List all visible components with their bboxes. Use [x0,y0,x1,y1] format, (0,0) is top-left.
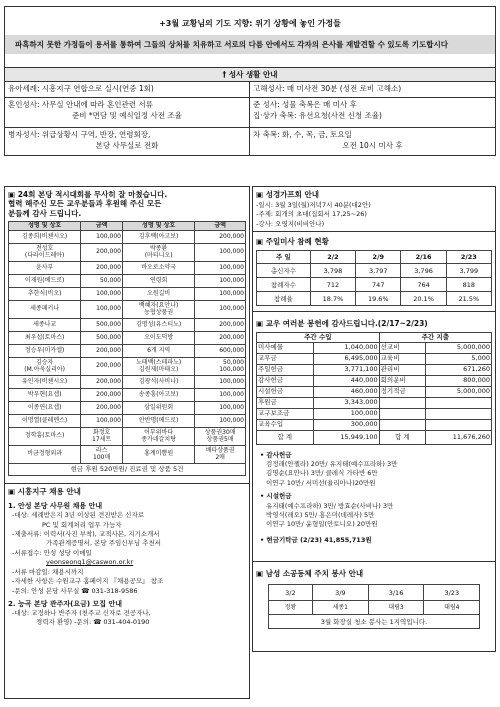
recruit-line: -대상: 교정하나 반주자 (천주교 신자로 전공자나, [12,608,151,617]
marriage-line-2: 준비 *면담 및 예식일정 사전 조율 [72,110,182,120]
infant-baptism: 유아세례: 시흥지구 연합으로 실시(연중 1회) [4,82,250,98]
finance-amount [425,397,491,408]
income-header: 주간 수입 [257,333,380,342]
finance-item [379,408,425,419]
donor-name: 윤사부 [9,261,81,274]
attendance-col-header: 2/23 [446,251,491,264]
donation-amount: 200,000 [195,230,246,243]
donation-amount: 50,000 [81,274,123,287]
donation-amount: 600,000 [195,344,246,357]
col-amount-1: 금액 [81,222,123,231]
sacramentals-line-2: 집·상가 축복: 유선요청(사전 신청 조율) [253,110,382,120]
attendance-value: 3,796 [401,264,446,278]
donation-panel [4,186,250,484]
donation-amount: 200,000 [81,243,123,261]
finance-panel [252,312,496,562]
attendance-row [257,264,492,278]
donation-amount: 100,000 [195,243,246,261]
finance-item: 감사헌금 [257,375,314,386]
finance-item: 후원금 [257,397,314,408]
donor-name: 연령회 [122,274,194,287]
bible-line: -주제: 회개의 초대(집회서 17,25~26) [256,210,367,219]
finance-amount: 440,000 [313,375,379,386]
left-column [4,186,250,699]
donor-name: 유인자(비첸시오) [9,375,81,388]
recruit-line: 가족관계증명서, 본당 주임신부님 추천서 [46,539,162,548]
donor-name: 오원길비 [122,287,194,300]
cleaning-date: 3/16 [368,585,424,601]
donation-row [9,331,246,344]
bible-panel [252,186,496,232]
donor-name: 김종희(비첸시오) [9,230,81,243]
donor-name: 홍계미쁨원 [122,445,194,463]
donation-footer: 현금 후원 520만원/ 진료권 및 상품 5건 [9,463,246,475]
offering-line: 검정래(안젤라) 20만/ 유지태(예수프라하) 3만 [266,459,398,468]
recruit-section-2: 2. 능곡 본당 관주자(요금) 모집 안내 [8,599,123,608]
guide-row-3 [4,128,496,156]
donor-name: 삼일위원회 [122,401,194,414]
finance-amount: 3,343,000 [313,397,379,408]
total-label-2: 합 계 [379,430,425,444]
recruit-section-1: 1. 안성 본당 사무원 채용 안내 [8,502,103,511]
donation-amount: 100,000 [81,287,123,300]
finance-item: 시설헌금 [257,386,314,397]
attendance-label: 참례자수 [257,278,311,292]
finance-item: 교육수입 [257,419,314,430]
finance-item: 교육비 [379,353,425,364]
donation-amount: 배타상품권 2매 [195,445,246,463]
cleaning-group: 정왕 [268,601,312,615]
sacramentals-line-1: 준 성사: 성물 축복은 매 미사 후 [253,100,357,109]
donation-row [9,261,246,274]
confession: 고해성사: 매 미사전 30분 (성전 로비 고해소) [250,82,496,98]
offering-line: 김명순(요안나) 3만/ 클레식 가타반 6만 [266,469,378,478]
attendance-value: 712 [310,278,355,292]
attendance-col-header: 2/16 [401,251,446,264]
bible-line: -강사: 오영지(비비안나) [256,219,325,228]
donor-name: 박우현(요셉) [9,388,81,401]
donation-row [9,388,246,401]
cleaning-date: 3/9 [312,585,368,601]
donation-row [9,414,246,427]
total-expense: 11,676,260 [425,430,491,444]
donor-name: 노태백(스테파노) 김원제(마태오) [122,357,194,375]
finance-total-row [257,430,492,444]
donation-amount: 100,000 [195,388,246,401]
thanks-offering-header: • 감사헌금 [260,450,292,459]
attendance-col-header: 2/9 [356,251,401,264]
finance-item: 미사예물 [257,342,314,353]
donation-amount: 200,000 [81,344,123,357]
finance-table [256,332,492,444]
attendance-value: 3,798 [310,264,355,278]
donation-table [8,221,246,476]
cleaning-date: 3/23 [424,585,480,601]
facility-offering-header: • 시설헌금 [260,492,292,501]
finance-amount: 800,000 [425,375,491,386]
expense-header: 주간 지출 [379,333,491,342]
donor-name: 김승자 (M.아욱실리아) [9,357,81,375]
donor-name: 비금정형외과 [9,445,81,463]
donor-name: 세종패키나 [9,300,81,318]
col-donor-1: 성명 및 상호 [9,222,81,231]
total-label: 합 계 [257,430,314,444]
finance-item: 관리비 [379,364,425,375]
finance-amount: 100,000 [313,408,379,419]
car-blessing [250,128,496,156]
sacrament-guide-title: † 성사 생활 안내 [4,68,496,82]
finance-amount [425,419,491,430]
finance-amount: 5,000,000 [425,386,491,397]
recruit-line: 경력자 환영) -문의: ☎ 031-404-0190 [36,618,150,627]
attendance-value: 764 [401,278,446,292]
donation-amount: 100,000 [195,401,246,414]
car-blessing-line-2: 오전 10시 미사 후 [342,140,403,150]
donation-amount: 100,000 [195,300,246,318]
recruit-email-link[interactable]: yeonseong1@caswon.or.kr [46,558,134,567]
donor-name: 김후백(아고보) [122,230,194,243]
donation-amount: 200,000 [81,357,123,375]
cleaning-note: 3월 화장실 청소 봉사는 1지역입니다. [268,615,479,629]
donation-amount: 100,000 [81,300,123,318]
finance-item: 정기적금 [379,386,425,397]
marriage-line-1: 혼인성사: 사무실 안내에 따라 혼인관련 서류 [8,100,153,109]
attendance-value: 18.7% [310,292,355,306]
finance-row [257,397,492,408]
donor-name: 바오로소약국 [122,261,194,274]
cleaning-group: 대림3 [368,601,424,615]
bible-title: ▣ 성경가프회 안내 [256,190,320,199]
anointing-line-1: 병자성사: 위급상황시 구역, 반장, 연령회장, [8,130,151,139]
attendance-value: 20.1% [401,292,446,306]
anointing-line-2: 본당 사무실로 전화 [95,140,159,150]
total-income: 15,949,100 [313,430,379,444]
donor-name: 이명열(클레멘스) [9,414,81,427]
attendance-col-header: 주 일 [257,251,311,264]
donation-row [9,357,246,375]
recruit-title: ▣ 시흥지구 채용 안내 [8,487,81,496]
donation-row [9,375,246,388]
donation-title-1: ▣ 24회 본당 적시대회를 무사히 잘 마쳤습니다. [8,190,168,199]
attendance-panel [252,232,496,312]
donation-amount: 200,000 [195,318,246,331]
finance-row [257,386,492,397]
attendance-value: 747 [356,278,401,292]
finance-amount: 6,495,000 [313,353,379,364]
donation-title-3: 분들께 감사 드립니다. [8,208,82,218]
donation-amount: 500,000 [81,331,123,344]
finance-item: 회의운비 [379,375,425,386]
donation-row [9,344,246,357]
donation-row [9,274,246,287]
donation-amount: 100,000 [195,261,246,274]
donor-name: 안반명(베드로) [122,414,194,427]
finance-item: 선교비 [379,342,425,353]
finance-item: 주일헌금 [257,364,314,375]
recruit-line: -서류접수: 안성 성당 이메일 [12,548,92,557]
attendance-value: 3,797 [356,264,401,278]
finance-row [257,342,492,353]
finance-row [257,364,492,375]
donor-name: 김명성(유스티노) [122,318,194,331]
attendance-value: 818 [446,278,491,292]
cleaning-title: ▣ 남성 소공동체 주치 봉사 안내 [256,569,364,578]
donation-amount: 200,000 [81,261,123,274]
donation-amount: 100,000 [195,375,246,388]
finance-row [257,353,492,364]
donation-row [9,230,246,243]
col-donor-2: 성명 및 상호 [122,222,194,231]
finance-item: 교구보조금 [257,408,314,419]
finance-amount [425,408,491,419]
attendance-title: ▣ 주일미사 참례 현황 [256,237,329,246]
cash-deposit: • 현금기탁금 (2/23) 41,855,713원 [260,535,372,544]
cleaning-panel [252,562,496,652]
finance-row [257,419,492,430]
donation-amount: 상품권30매 상품권5매 [195,427,246,445]
offering-line: 유지태(예수프라하) 3만/ 방효순(사비나) 3만 [266,501,394,510]
attendance-label: 참례율 [257,292,311,306]
finance-item: 교무금 [257,353,314,364]
finance-row [257,408,492,419]
attendance-row [257,292,492,306]
finance-row [257,375,492,386]
finance-amount: 300,000 [313,419,379,430]
donation-amount: 200,000 [81,401,123,414]
guide-row-2 [4,98,496,128]
donor-name: 어부위바다 종가네갈치탕 [122,427,194,445]
finance-amount: 1,040,000 [313,342,379,353]
donor-name: 김광석(사비나) [122,375,194,388]
donation-amount: 100,000 [195,414,246,427]
attendance-table [256,250,492,306]
donor-name: 백혜자(요안나) 농협상품권 [122,300,194,318]
recruit-line: PC 및 회계처리 업무 가능자 [42,520,122,529]
bible-line: -일시: 3월 3일(월)저녁7시 40분(대2안) [256,200,371,209]
finance-amount: 3,771,100 [313,364,379,375]
recruit-line: -대상: 세례받은지 3년 이상된 견진받은 신자로 [12,511,145,520]
attendance-value: 3,799 [446,264,491,278]
donation-amount: 500,000 [81,318,123,331]
donor-name: 오이도덕방 [122,331,194,344]
cleaning-group: 세종1 [312,601,368,615]
prayer-intention-box [4,6,496,68]
donation-amount: 화정호 17세트 [81,427,123,445]
finance-item [379,397,425,408]
donation-row [9,287,246,300]
donor-name: 정승우(미카엘) [9,344,81,357]
donation-amount: 100,000 [81,230,123,243]
car-blessing-line-1: 차 축복: 화, 수, 목, 금, 토요일 [253,130,352,139]
donor-name: 이재원(베드로) [9,274,81,287]
donation-row [9,445,246,463]
donor-name: 정학흠(토마스) [9,427,81,445]
right-column [252,186,496,652]
anointing-sick [4,128,250,156]
donation-amount: 50,000 100,000 [195,357,246,375]
donation-amount: 200,000 [195,331,246,344]
donation-amount: 100,000 [81,414,123,427]
marriage-sacrament [4,98,250,128]
col-amount-2: 금액 [195,222,246,231]
special-offerings [256,451,492,546]
donor-name: 6개 지역 [122,344,194,357]
donation-title-2: 협력 해주신 모든 교우분들과 후원해 주신 모든 [8,199,162,209]
recruit-panel [4,484,250,699]
donor-name: 추한식(비오) [9,287,81,300]
donor-name: 송종흥(아고보) [122,388,194,401]
finance-amount: 5,000,000 [425,342,491,353]
donation-amount: 200,000 [81,375,123,388]
donor-name: 박종환 (마티니오) [122,243,194,261]
offering-line: 이연구 10만/ 윤형일(안토니오) 20만원 [266,520,378,529]
donation-amount: 200,000 [81,388,123,401]
finance-amount: 5,000 [425,353,491,364]
offering-line: 박영식(레오) 5만/ 홍은미(데레사) 5만 [266,511,375,520]
sacramentals [250,98,496,128]
donor-name: 이종연(요셉) [9,401,81,414]
cleaning-table [268,584,480,629]
donor-name: 전성호 (다라이드레아) [9,243,81,261]
donation-row [9,243,246,261]
donation-amount: 100,000 [195,287,246,300]
recruit-line: -문의: 안성 본당 사무실 ☎ 031-318-9586 [12,586,138,595]
finance-amount: 460,000 [313,386,379,397]
donation-header-row [9,222,246,231]
donation-row [9,318,246,331]
donation-row [9,401,246,414]
donation-row [9,427,246,445]
donation-row [9,300,246,318]
attendance-col-header: 2/2 [310,251,355,264]
attendance-value: 21.5% [446,292,491,306]
recruit-line: -서류 마감일: 채용시까지 [12,567,84,576]
finance-title: ▣ 교우 여러분 봉헌에 감사드립니다.(2/17~2/23) [256,319,428,328]
donor-name: 세종나교 [9,318,81,331]
donation-amount: 라스 100매 [81,445,123,463]
finance-amount: 671,260 [425,364,491,375]
attendance-row [257,278,492,292]
offering-line: 이연구 10만/ 서미선(율리아나)20만원 [266,478,376,487]
cleaning-date: 3/2 [268,585,312,601]
attendance-value: 19.6% [356,292,401,306]
guide-row-1 [4,82,496,98]
recruit-line: -제출서류: 이력서(사진 부착), 교적사본, 지기소개서 [12,529,160,538]
recruit-line: -자세한 사항은 수원교구 홈페이지 『채용공모』 참조 [12,577,164,586]
prayer-title: +3월 교황님의 기도 지향: 위기 상황에 놓인 가정들 [159,19,341,28]
attendance-label: 총신자수 [257,264,311,278]
prayer-body: 파혹하지 못한 가정들이 용서를 통하여 그들의 상처를 치유하고 서로의 다름 안에서도 각자의 은사를 재발견할 수 있도록 기도합시다 [5,35,495,54]
cleaning-group: 대림4 [424,601,480,615]
donation-amount: 100,000 [195,274,246,287]
finance-item [379,419,425,430]
donor-name: 최우섭(토마스) [9,331,81,344]
